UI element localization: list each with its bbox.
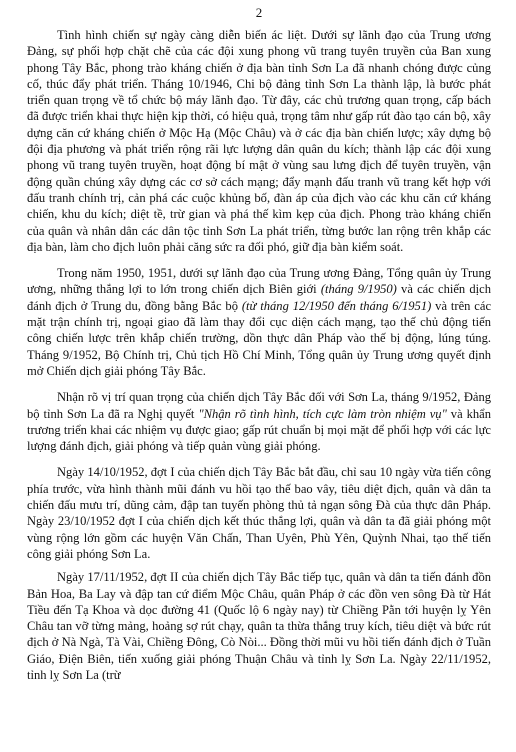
paragraph-2-italic-d: (từ tháng 12/1950 đến tháng 6/1951) (241, 298, 432, 313)
paragraph-3-text-c: và khẩn trương triển khai các nhiệm vụ được giao; gấp rút chuẩn bị mọi mặt để phối hợp với các lực lượng đánh địch, giải phóng và tiếp quản vùng giải phóng. (27, 406, 491, 454)
paragraph-5: Ngày 17/11/1952, đợt II của chiến dịch Tây Bắc tiếp tục, quân và dân ta tiến đánh đồn Bản Hoa, Ba Lay và đập tan cứ điểm Mộc Châu, quân Pháp ở các đồn ven sông Đà từ Hát Tiều đến Tạ Khoa và dọc đường 41 (Quốc lộ 6 ngày nay) từ Chiềng Pằn tới huyện lỵ Yên Châu tan vỡ từng mảng, hoảng sợ rút chạy, quân ta thừa thắng truy kích, tiêu diệt và bức rút địch ở Nà Ngà, Tà Vài, Chiềng Đông, Cò Nòi... Đồng thời mũi vu hồi tiến đánh địch ở Tuần Giáo, Điện Biên, tiến xuống giải phóng Thuận Châu và tỉnh lỵ Sơn La. Ngày 22/11/1952, tỉnh lỵ Sơn La (trừ (27, 570, 491, 682)
paragraph-gap (27, 562, 491, 569)
paragraph-2-text-c: và các chiến dịch đánh địch ở Trung du, đồng bằng Bắc bộ (27, 282, 491, 313)
paragraph-4: Ngày 14/10/1952, đợt I của chiến dịch Tây Bắc bắt đầu, chỉ sau 10 ngày vừa tiến công phía trước, vừa hình thành mũi đánh vu hồi tạo thế bao vây, tiêu diệt địch, quân và dân ta chiến đấu mưu trí, dũng cảm, đập tan tuyến phòng thủ tả ngạn sông Đà của thực dân Pháp. Ngày 23/10/1952 đợt I của chiến dịch kết thúc thắng lợi, quân và dân ta đã giải phóng một vùng rộng lớn gồm các huyện Văn Chấn, Than Uyên, Phù Yên, Quỳnh Nhai, tạo thế tiến công giải phóng Sơn La. (27, 465, 491, 561)
paragraph-2 (27, 265, 491, 379)
paragraph-gap (27, 454, 491, 464)
paragraph-gap (27, 379, 491, 389)
page-number: 2 (255, 5, 263, 20)
paragraph-3-text-a: Nhận rõ vị trí quan trọng của chiến dịch Tây Bắc đối với Sơn La, tháng 9/1952, Đảng bộ tỉnh Sơn La đã ra Nghị quyết (27, 390, 491, 421)
paragraph-3 (27, 389, 491, 454)
paragraph-1: Tình hình chiến sự ngày càng diễn biến ác liệt. Dưới sự lãnh đạo của Trung ương Đảng, sự phối hợp chặt chẽ của các đội xung phong vũ trang tuyên truyền của Ban xung phong Tây Bắc, phong trào kháng chiến ở địa bàn tỉnh Sơn La đã nhanh chóng được củng cố, thúc đẩy phát triển. Tháng 10/1946, Chi bộ đảng tỉnh Sơn La thành lập, là bước phát triển quan trọng về tổ chức bộ máy lãnh đạo. Từ đây, các chủ trương quan trọng, cấp bách đã được triển khai thực hiện kịp thời, có hiệu quả, trọng tâm như gấp rút đào tạo cán bộ, xây dựng căn cứ kháng chiến ở Mộc Hạ (Mộc Châu) và ở các địa bàn chiến lược; xây dựng bộ đội địa phương và phát triển rộng rãi lực lượng dân quân du kích; thành lập các đội xung phong vũ trang tuyên truyền, hoạt động bí mật ở vùng sau lưng địch để tuyên truyền, vận động quần chúng xây dựng các cơ sở cách mạng; đẩy mạnh đấu tranh vũ trang kết hợp với đấu tranh chính trị, cản phá các cuộc khủng bố, đàn áp của địch vào các khu căn cứ kháng chiến, khu du kích; diệt tề, trừ gian và phá thế kìm kẹp của địch. Phong trào kháng chiến của quân và nhân dân các dân tộc tỉnh Sơn La phát triển, từng bước lan rộng trên khắp các địa bàn, làm cho địch luôn phải căng sức ra đối phó, giữ địa bàn kiểm soát. (27, 28, 491, 254)
paragraph-2-italic-b: (tháng 9/1950) (320, 282, 397, 297)
paragraph-3-resolution-title: "Nhận rõ tình hình, tích cực làm tròn nhiệm vụ" (198, 406, 447, 421)
paragraph-gap (27, 255, 491, 265)
paragraph-2-text-e: và trên các mặt trận chính trị, ngoại giao đã làm thay đổi cục diện cách mạng, tạo thế chủ động tiến công chiến lược trên khắp chiến trường, dồn thực dân Pháp vào thế bị động, lúng túng. Tháng 9/1952, Bộ Chính trị, Chủ tịch Hồ Chí Minh, Tổng quân ủy Trung ương quyết định mở Chiến dịch giải phóng Tây Bắc. (27, 298, 492, 378)
paragraph-2-text-a: Trong năm 1950, 1951, dưới sự lãnh đạo của Trung ương Đảng, Tổng quân ủy Trung ương, những thắng lợi to lớn trong chiến dịch Biên giới (27, 266, 491, 297)
